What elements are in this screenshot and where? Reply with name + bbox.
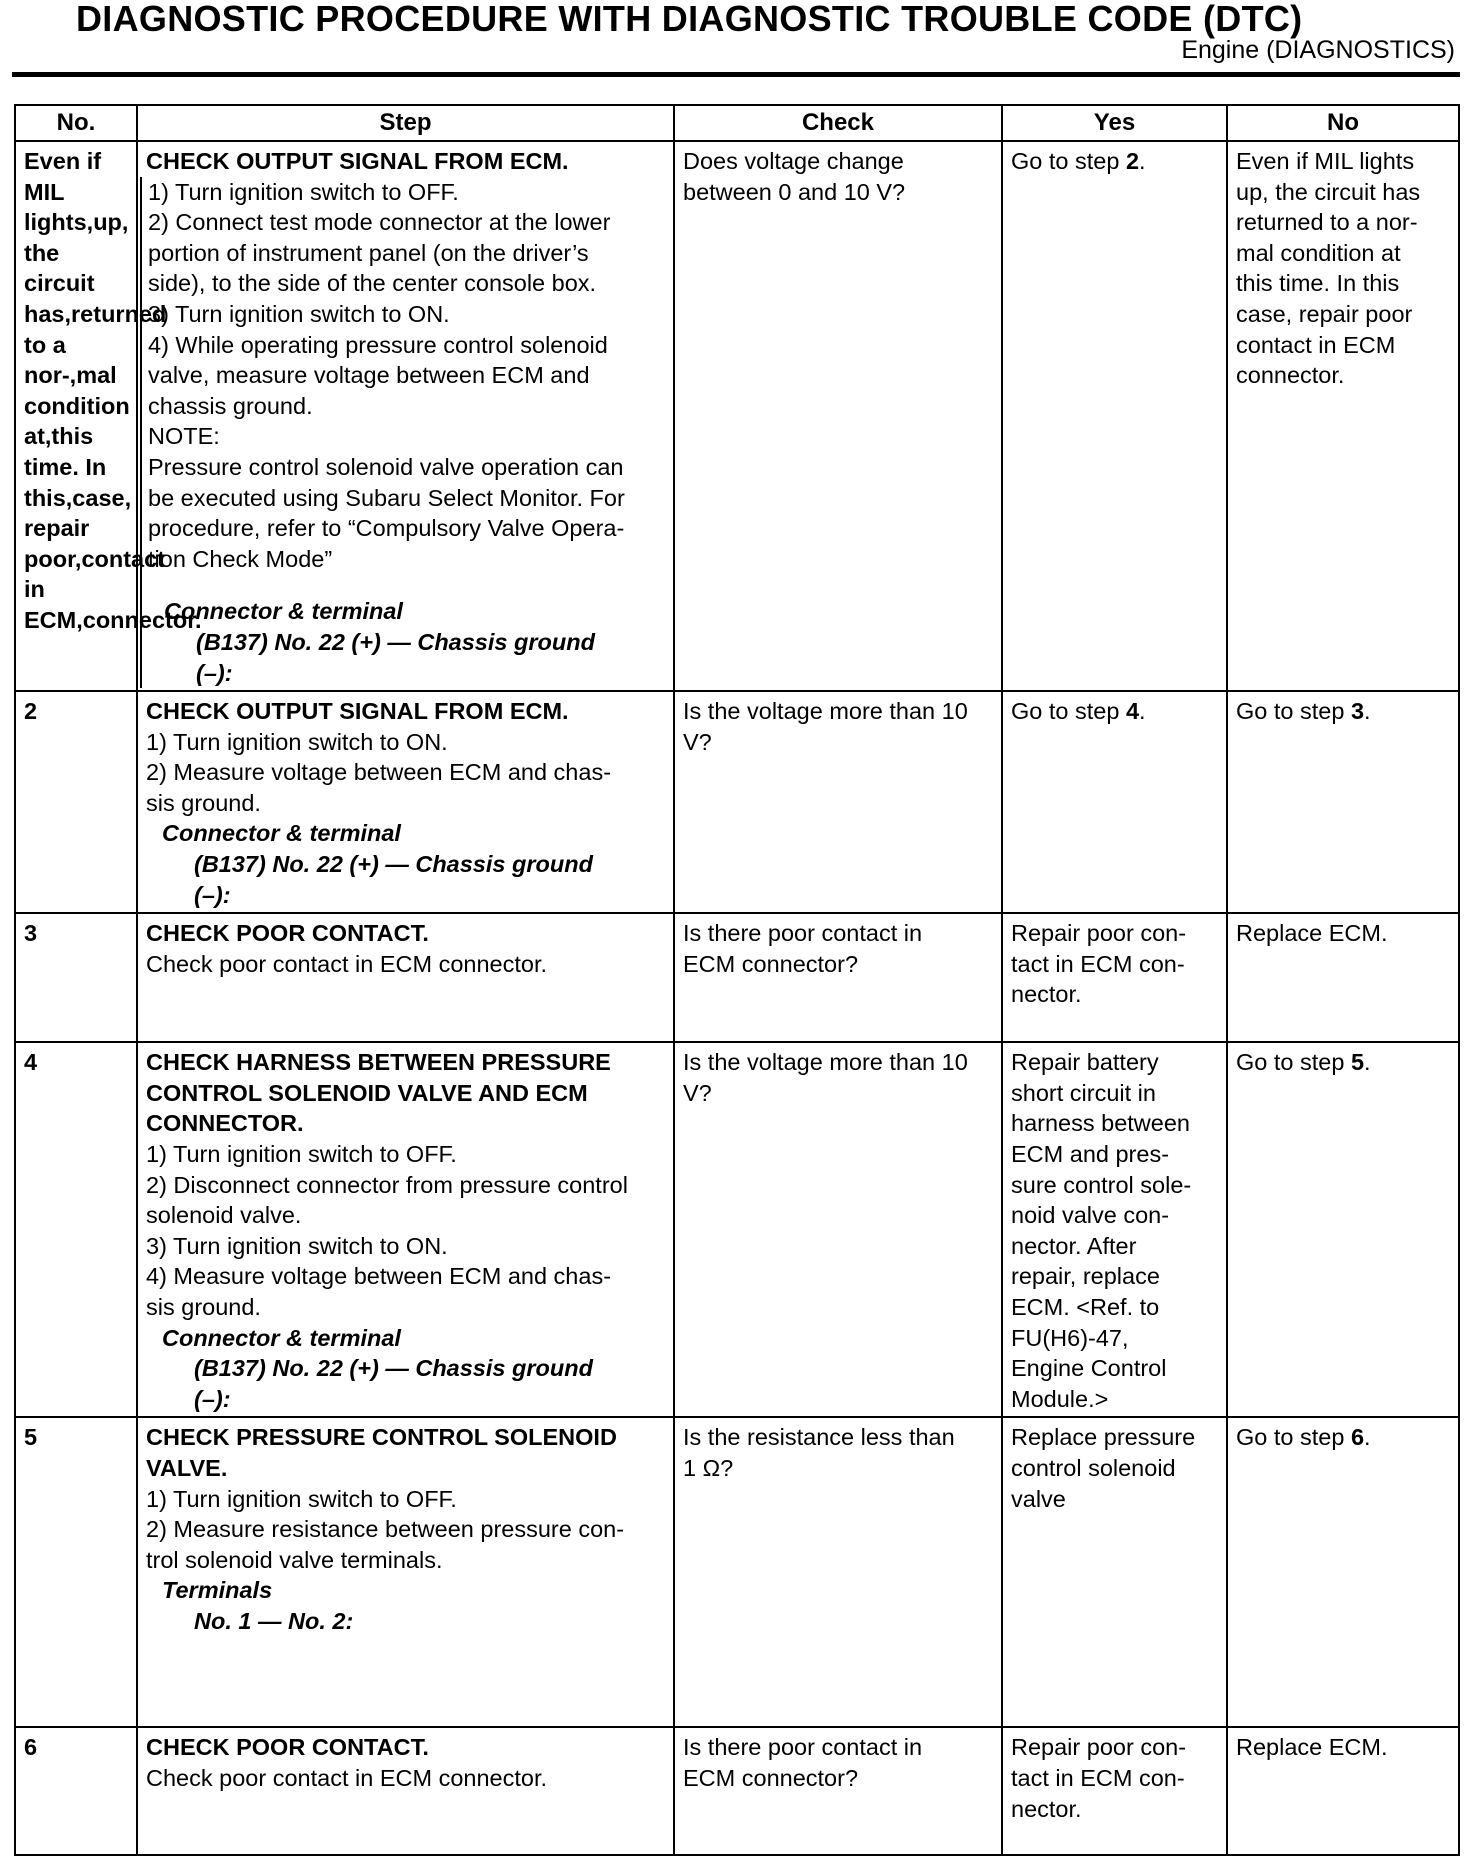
spec-block (140, 596, 665, 688)
diagnostic-procedure-table (14, 104, 1460, 1856)
step-number: 4 (15, 1042, 137, 1417)
yes-line: tact in ECM con- (1011, 950, 1185, 977)
step-cell (137, 1727, 674, 1855)
step-line: side), to the side of the center console box. (148, 270, 597, 297)
step-number: 2 (15, 691, 137, 913)
step-cell (137, 1417, 674, 1727)
column-header-no-result: No (1227, 105, 1459, 141)
step-reference: 5 (1350, 1049, 1365, 1076)
no-text: Go to step (1236, 1424, 1351, 1451)
check-line: 1 Ω? (683, 1454, 734, 1481)
step-title: CHECK POOR CONTACT. (146, 1734, 429, 1761)
table-row (15, 913, 1459, 1042)
no-line: connector. (1236, 362, 1345, 389)
yes-text: Go to step (1011, 148, 1126, 174)
step-cell (137, 691, 674, 913)
yes-line: tact in ECM con- (1011, 1764, 1185, 1791)
check-line: Is there poor contact in (683, 1734, 923, 1761)
column-header-step: Step (137, 105, 674, 141)
step-title: CHECK OUTPUT SIGNAL FROM ECM. (146, 698, 569, 725)
spec-line: (–): (196, 659, 233, 686)
check-cell (674, 1727, 1002, 1855)
yes-line: nector. (1011, 981, 1082, 1008)
step-line: Pressure control solenoid valve operation can (148, 453, 624, 480)
step-line: be executed using Subaru Select Monitor. For (148, 484, 625, 511)
no-text: . (1364, 698, 1371, 725)
check-line: Is the voltage more than 10 (683, 698, 968, 725)
step-line: Check poor contact in ECM connector. (146, 950, 548, 977)
table-row (15, 1042, 1459, 1417)
yes-line: FU(H6)-47, (1011, 1324, 1129, 1351)
yes-line: control solenoid (1011, 1454, 1176, 1481)
step-number: 6 (15, 1727, 137, 1855)
yes-text: Go to step (1011, 698, 1126, 725)
yes-line: ECM. <Ref. to (1011, 1294, 1160, 1320)
column-header-no: No. (15, 105, 137, 141)
yes-line: Engine Control (1011, 1355, 1167, 1382)
spec-line: (B137) No. 22 (+) — Chassis ground (194, 1355, 593, 1382)
check-line: ECM connector? (683, 1764, 859, 1791)
no-text: . (1364, 1049, 1371, 1076)
step-reference: 6 (1350, 1424, 1365, 1451)
step-line: 2) Measure resistance between pressure con- (146, 1516, 625, 1543)
table-row (15, 141, 1459, 691)
yes-line: nector. After (1011, 1232, 1137, 1259)
spec-line: No. 1 — No. 2: (194, 1607, 354, 1634)
no-line: up, the circuit has (1236, 178, 1421, 205)
yes-line: Repair poor con- (1011, 920, 1187, 947)
yes-line: Repair poor con- (1011, 1734, 1187, 1761)
step-line: 4) While operating pressure control solenoid (148, 331, 608, 358)
check-line: Does voltage change (683, 148, 904, 174)
step-line: 2) Connect test mode connector at the lower (148, 209, 611, 236)
header-divider (12, 72, 1460, 77)
yes-line: ECM and pres- (1011, 1141, 1170, 1168)
yes-text: . (1139, 148, 1146, 174)
step-line: chassis ground. (148, 392, 313, 419)
step-reference: 3 (1350, 698, 1365, 725)
step-line: tion Check Mode” (148, 545, 333, 572)
check-line: ECM connector? (683, 950, 859, 977)
check-cell (674, 691, 1002, 913)
check-line: between 0 and 10 V? (683, 178, 906, 205)
step-number: 3 (15, 913, 137, 1042)
spec-label: Connector & terminal (162, 1324, 401, 1351)
step-title: CONNECTOR. (146, 1110, 304, 1137)
step-title: CHECK OUTPUT SIGNAL FROM ECM. (146, 148, 569, 174)
step-cell (137, 913, 674, 1042)
yes-line: Module.> (1011, 1385, 1109, 1412)
step-number: 5 (15, 1417, 137, 1727)
page-title: DIAGNOSTIC PROCEDURE WITH DIAGNOSTIC TROUBLE CODE (DTC) (76, 0, 1303, 39)
step-title: CHECK HARNESS BETWEEN PRESSURE (146, 1049, 611, 1076)
yes-line: repair, replace (1011, 1263, 1160, 1290)
check-cell (674, 913, 1002, 1042)
no-line: case, repair poor (1236, 300, 1413, 327)
no-text: Go to step (1236, 698, 1351, 725)
check-cell (674, 141, 1002, 691)
step-reference: 4 (1125, 698, 1140, 725)
yes-text: . (1139, 698, 1146, 725)
spec-line: (–): (194, 881, 231, 908)
no-line: mal condition at (1236, 239, 1401, 266)
no-cell (1227, 141, 1459, 691)
no-text: Go to step (1236, 1049, 1351, 1076)
step-title: CONTROL SOLENOID VALVE AND ECM (146, 1079, 588, 1106)
step-cell (137, 1042, 674, 1417)
spec-line: (B137) No. 22 (+) — Chassis ground (194, 851, 593, 878)
check-cell (674, 1417, 1002, 1727)
step-line: 3) Turn ignition switch to ON. (146, 1232, 448, 1259)
table-row (15, 1417, 1459, 1727)
spec-line: (B137) No. 22 (+) — Chassis ground (196, 628, 595, 655)
step-line: 3) Turn ignition switch to ON. (148, 300, 450, 327)
no-line: contact in ECM (1236, 331, 1396, 358)
no-text: Replace ECM. (1236, 920, 1388, 947)
spec-label: Terminals (162, 1577, 273, 1604)
step-line: sis ground. (146, 789, 261, 816)
step-line: 4) Measure voltage between ECM and chas- (146, 1263, 612, 1290)
step-line: 1) Turn ignition switch to OFF. (148, 178, 459, 205)
no-text: Replace ECM. (1236, 1734, 1388, 1761)
no-text: . (1364, 1424, 1371, 1451)
no-line: returned to a nor- (1236, 209, 1418, 236)
step-line: solenoid valve. (146, 1202, 302, 1229)
column-header-check: Check (674, 105, 1002, 141)
step-line: 1) Turn ignition switch to OFF. (146, 1485, 457, 1512)
yes-line: sure control sole- (1011, 1171, 1192, 1198)
yes-line: noid valve con- (1011, 1202, 1170, 1229)
yes-line: short circuit in (1011, 1079, 1156, 1106)
yes-cell (1002, 691, 1227, 913)
step-line: valve, measure voltage between ECM and (148, 362, 590, 389)
check-cell (674, 1042, 1002, 1417)
step-title: CHECK POOR CONTACT. (146, 920, 429, 947)
step-title: VALVE. (146, 1454, 228, 1481)
yes-line: valve (1011, 1485, 1066, 1512)
no-cell (1227, 1417, 1459, 1727)
yes-cell (1002, 1042, 1227, 1417)
step-line: sis ground. (146, 1294, 261, 1320)
step-line: 1) Turn ignition switch to ON. (146, 728, 448, 755)
spec-line: (–): (194, 1385, 231, 1412)
spec-label: Connector & terminal (162, 820, 401, 847)
page-header (12, 0, 1457, 76)
step-line: 2) Disconnect connector from pressure control (146, 1171, 628, 1198)
no-cell (1227, 691, 1459, 913)
column-header-yes: Yes (1002, 105, 1227, 141)
table-header-row (15, 105, 1459, 141)
step-title: CHECK PRESSURE CONTROL SOLENOID (146, 1424, 617, 1451)
step-line: portion of instrument panel (on the driver’s (148, 239, 589, 266)
check-line: Is there poor contact in (683, 920, 923, 947)
yes-line: nector. (1011, 1795, 1082, 1822)
step-cell (137, 141, 674, 691)
yes-cell (1002, 913, 1227, 1042)
step-line: trol solenoid valve terminals. (146, 1546, 443, 1573)
step-line: 2) Measure voltage between ECM and chas- (146, 759, 612, 786)
no-cell (1227, 1727, 1459, 1855)
no-line: this time. In this (1236, 270, 1400, 297)
spec-label: Connector & terminal (164, 598, 403, 625)
step-line: 1) Turn ignition switch to OFF. (146, 1141, 457, 1168)
yes-cell (1002, 141, 1227, 691)
no-line: Even if MIL lights (1236, 148, 1415, 174)
check-line: Is the voltage more than 10 (683, 1049, 968, 1076)
step-line: procedure, refer to “Compulsory Valve Opera- (148, 515, 625, 542)
check-line: Is the resistance less than (683, 1424, 955, 1451)
yes-line: Replace pressure (1011, 1424, 1196, 1451)
yes-line: Repair battery (1011, 1049, 1159, 1076)
check-line: V? (683, 728, 712, 755)
no-cell (1227, 1042, 1459, 1417)
yes-cell (1002, 1417, 1227, 1727)
table-row (15, 691, 1459, 913)
step-number: Even if MIL lights,up, the circuit has,returned to a nor-,mal condition at,this time. In this,case, repair poor,contact in ECM,connector. (15, 141, 137, 691)
yes-line: harness between (1011, 1110, 1190, 1137)
step-instructions (140, 177, 665, 597)
step-line: Check poor contact in ECM connector. (146, 1764, 548, 1791)
step-reference: 2 (1125, 148, 1140, 174)
check-line: V? (683, 1079, 712, 1106)
yes-cell (1002, 1727, 1227, 1855)
note-label: NOTE: (148, 423, 220, 450)
section-subtitle: Engine (DIAGNOSTICS) (1181, 36, 1455, 64)
table-row (15, 1727, 1459, 1855)
no-cell (1227, 913, 1459, 1042)
